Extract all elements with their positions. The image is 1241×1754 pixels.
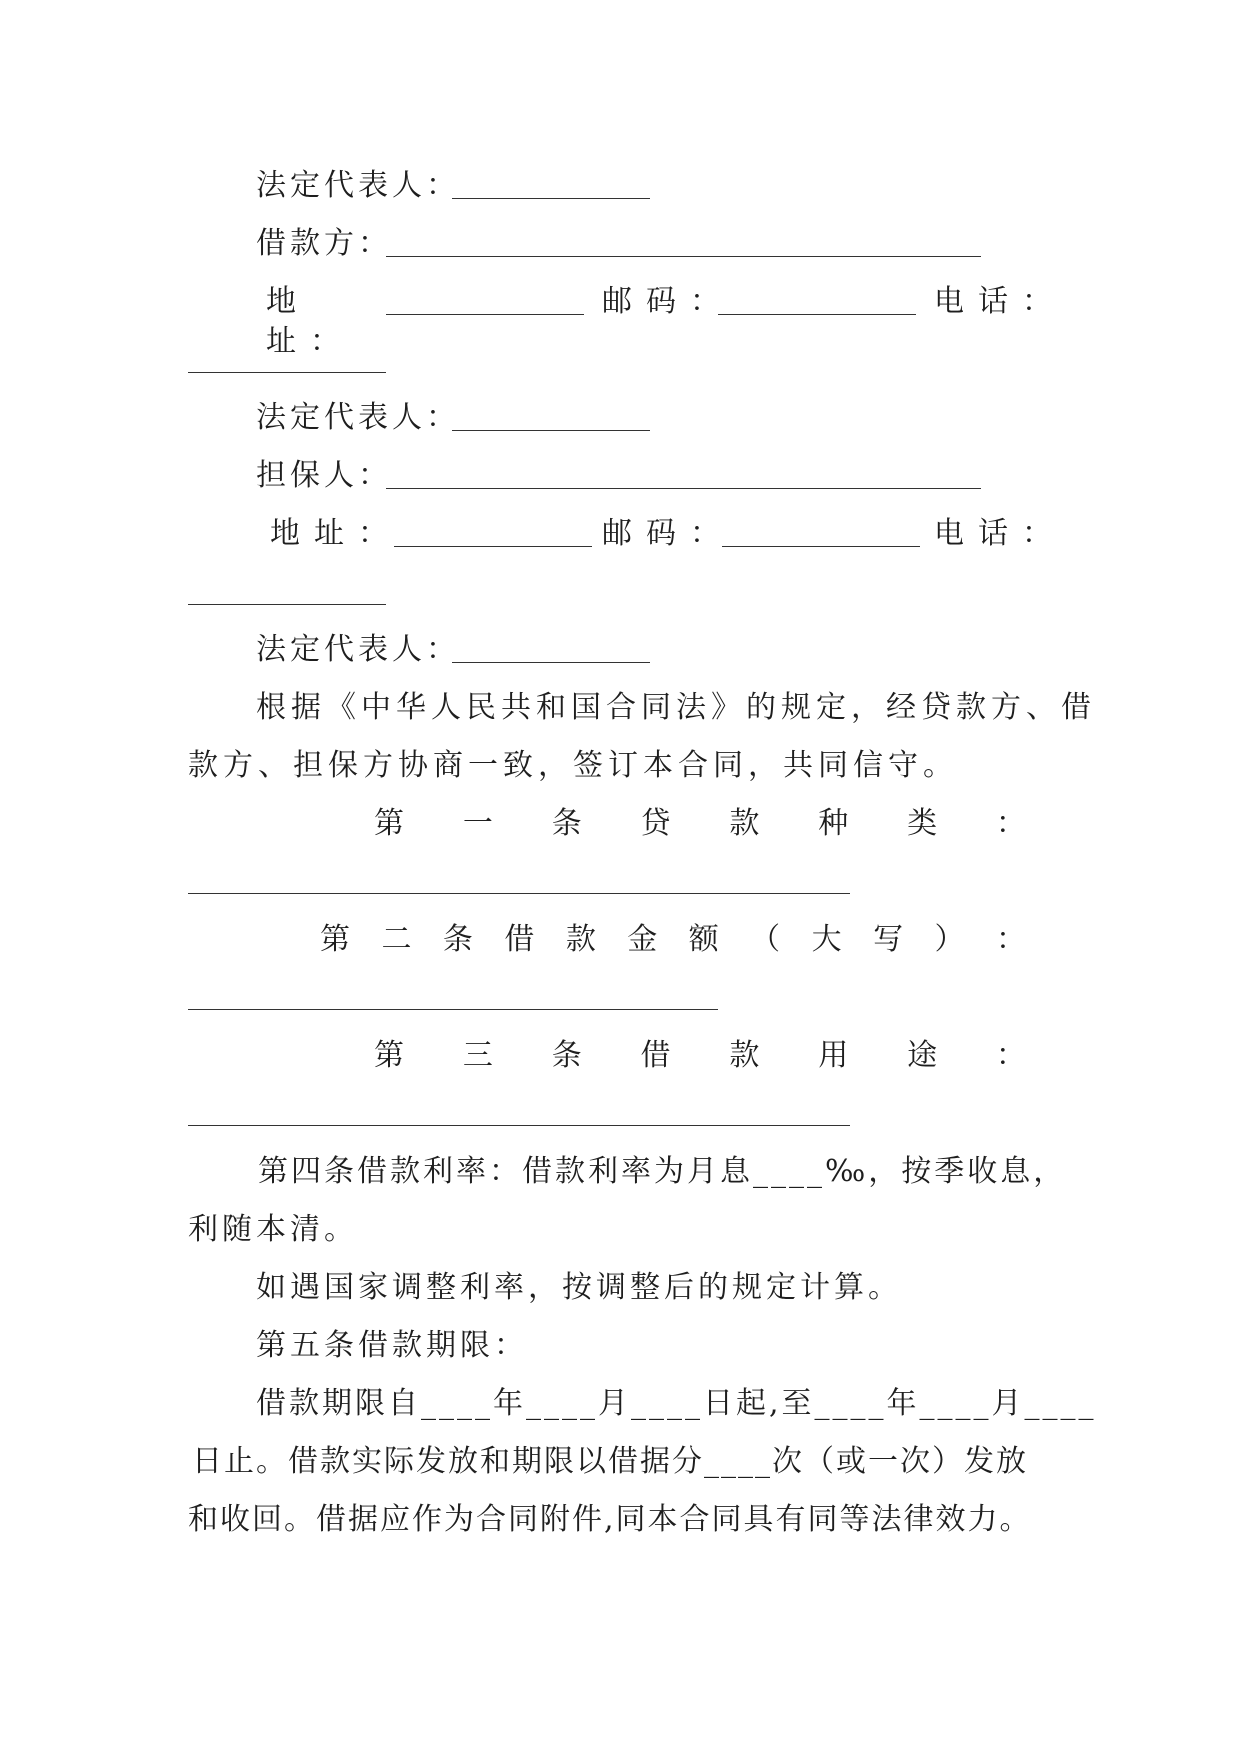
art2-char: ） — [934, 922, 965, 957]
term-line-3: 和收回。借据应作为合同附件,同本合同具有同等法律效力。 — [188, 1502, 1032, 1537]
art3-char: 借 — [640, 1038, 671, 1073]
art2-char: 大 — [811, 922, 842, 957]
art1-char: 条 — [551, 806, 582, 841]
art1-char: 类 — [907, 806, 938, 841]
legal-rep-blank-3 — [452, 662, 650, 663]
art3-char: 用 — [818, 1038, 849, 1073]
borrower-blank — [386, 256, 981, 257]
preamble-line-2: 款方、担保方协商一致，签订本合同，共同信守。 — [188, 748, 958, 783]
art2-char: 款 — [565, 922, 596, 957]
article-2-blank — [188, 1009, 718, 1010]
address-blank-1 — [386, 314, 584, 315]
term-line-1: 借款期限自____年____月____日起,至____年____月____ — [256, 1386, 1097, 1421]
article-5-heading: 第五条借款期限： — [256, 1328, 528, 1363]
art3-char: ： — [995, 1038, 1026, 1073]
art2-char: （ — [750, 922, 781, 957]
art3-char: 条 — [551, 1038, 582, 1073]
postcode-label-1: 邮码： — [602, 284, 734, 319]
legal-rep-blank-1 — [452, 198, 650, 199]
art2-char: ： — [995, 922, 1026, 957]
address-char-1: 地址： — [266, 284, 354, 359]
art2-char: 额 — [688, 922, 719, 957]
art2-char: 写 — [873, 922, 904, 957]
art3-char: 第 — [374, 1038, 404, 1073]
art3-char: 款 — [729, 1038, 760, 1073]
art1-char: 款 — [729, 806, 760, 841]
term-line-2: 日止。借款实际发放和期限以借据分____次（或一次）发放 — [192, 1444, 1028, 1479]
art2-char: 金 — [627, 922, 658, 957]
guarantor-label: 担保人： — [256, 458, 392, 493]
borrower-label: 借款方： — [256, 226, 392, 261]
art2-char: 第 — [320, 922, 350, 957]
art3-char: 三 — [462, 1038, 493, 1073]
address-label-2: 地址： — [270, 516, 402, 551]
art3-char: 途 — [907, 1038, 938, 1073]
art1-char: 第 — [374, 806, 404, 841]
guarantor-blank — [386, 488, 981, 489]
article-1-heading — [374, 804, 1026, 844]
phone-blank-1 — [188, 372, 386, 373]
legal-rep-blank-2 — [452, 430, 650, 431]
phone-label-1: 电话： — [934, 284, 1066, 319]
art2-char: 条 — [442, 922, 473, 957]
art1-char: 贷 — [640, 806, 671, 841]
article-3-blank — [188, 1125, 850, 1126]
postcode-label-2: 邮码： — [602, 516, 734, 551]
article-2-heading — [320, 920, 1026, 960]
article-3-heading — [374, 1036, 1026, 1076]
postcode-blank-2 — [722, 546, 920, 547]
art1-char: 一 — [462, 806, 493, 841]
art1-char: ： — [995, 806, 1026, 841]
preamble-line-1: 根据《中华人民共和国合同法》的规定，经贷款方、借 — [256, 690, 1096, 725]
phone-label-2: 电话： — [934, 516, 1066, 551]
article-1-blank — [188, 893, 850, 894]
rate-adjust-text: 如遇国家调整利率，按调整后的规定计算。 — [256, 1270, 902, 1305]
legal-rep-label-1: 法定代表人： — [256, 168, 460, 203]
art1-char: 种 — [818, 806, 849, 841]
legal-rep-label-3: 法定代表人： — [256, 632, 460, 667]
art2-char: 借 — [504, 922, 535, 957]
address-label-1 — [266, 282, 361, 362]
article-4-line-1: 第四条借款利率：借款利率为月息____‰，按季收息， — [258, 1154, 1067, 1189]
legal-rep-label-2: 法定代表人： — [256, 400, 460, 435]
article-4-line-2: 利随本清。 — [188, 1212, 358, 1247]
postcode-blank-1 — [718, 314, 916, 315]
address-blank-2 — [394, 546, 592, 547]
art2-char: 二 — [381, 922, 412, 957]
phone-blank-2 — [188, 604, 386, 605]
